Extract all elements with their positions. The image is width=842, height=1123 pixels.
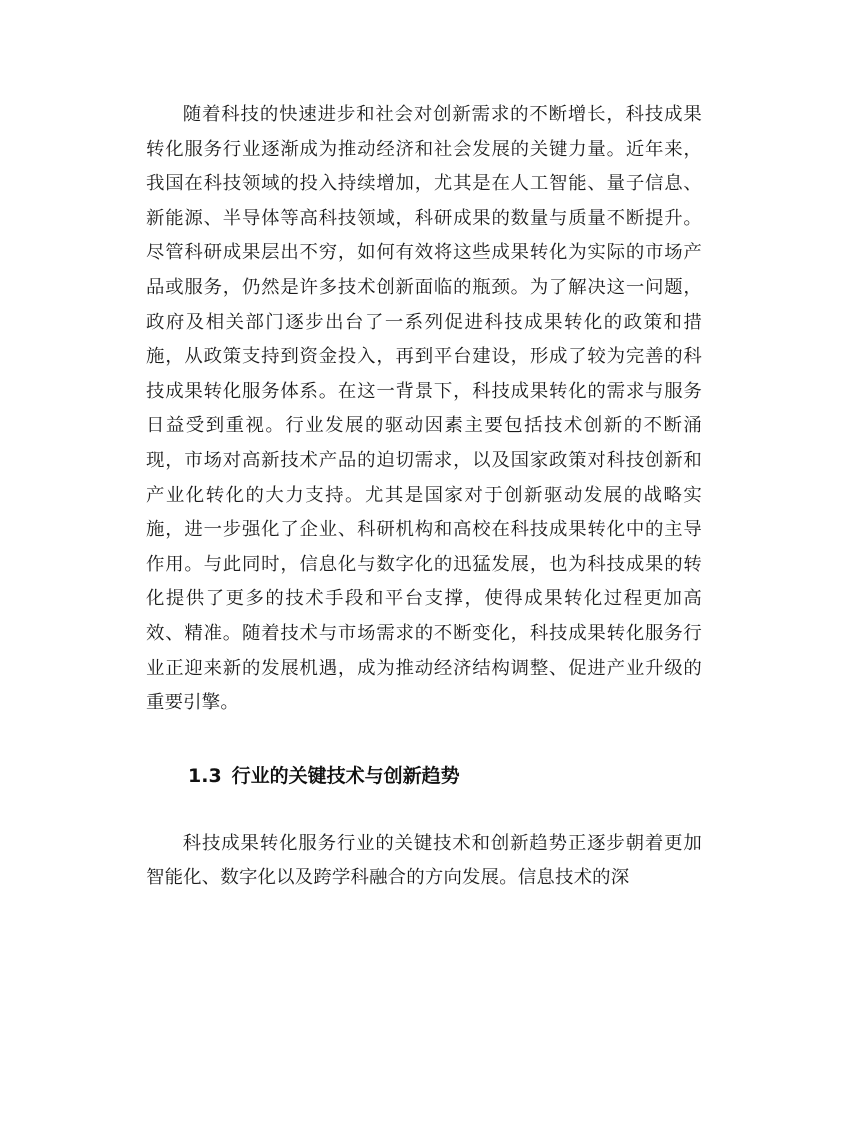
section-title: 行业的关键技术与创新趋势: [231, 764, 460, 787]
body-paragraph: 科技成果转化服务行业的关键技术和创新趋势正逐步朝着更加智能化、数字化以及跨学科融合的方向发展。信息技术的深: [146, 832, 702, 889]
body-paragraph: 随着科技的快速进步和社会对创新需求的不断增长，科技成果转化服务行业逐渐成为推动经济和社会发展的关键力量。近年来，我国在科技领域的投入持续增加，尤其是在人工智能、量子信息、新能源、半导体等高科技领域，科研成果的数量与质量不断提升。尽管科研成果层出不穷，如何有效将这些成果转化为实际的市场产品或服务，仍然是许多技术创新面临的瓶颈。为了解决这一问题，政府及相关部门逐步出台了一系列促进科技成果转化的政策和措施，从政策支持到资金投入，再到平台建设，形成了较为完善的科技成果转化服务体系。在这一背景下，科技成果转化的需求与服务日益受到重视。行业发展的驱动因素主要包括技术创新的不断涌现，市场对高新技术产品的迫切需求，以及国家政策对科技创新和产业化转化的大力支持。尤其是国家对于创新驱动发展的战略实施，进一步强化了企业、科研机构和高校在科技成果转化中的主导作用。与此同时，信息化与数字化的迅猛发展，也为科技成果的转化提供了更多的技术手段和平台支撑，使得成果转化过程更加高效、精准。随着技术与市场需求的不断变化，科技成果转化服务行业正迎来新的发展机遇，成为推动经济结构调整、促进产业升级的重要引擎。: [146, 104, 702, 714]
section-number: 1.3: [188, 764, 222, 787]
document-page: [146, 98, 702, 896]
section-heading: [188, 761, 702, 791]
